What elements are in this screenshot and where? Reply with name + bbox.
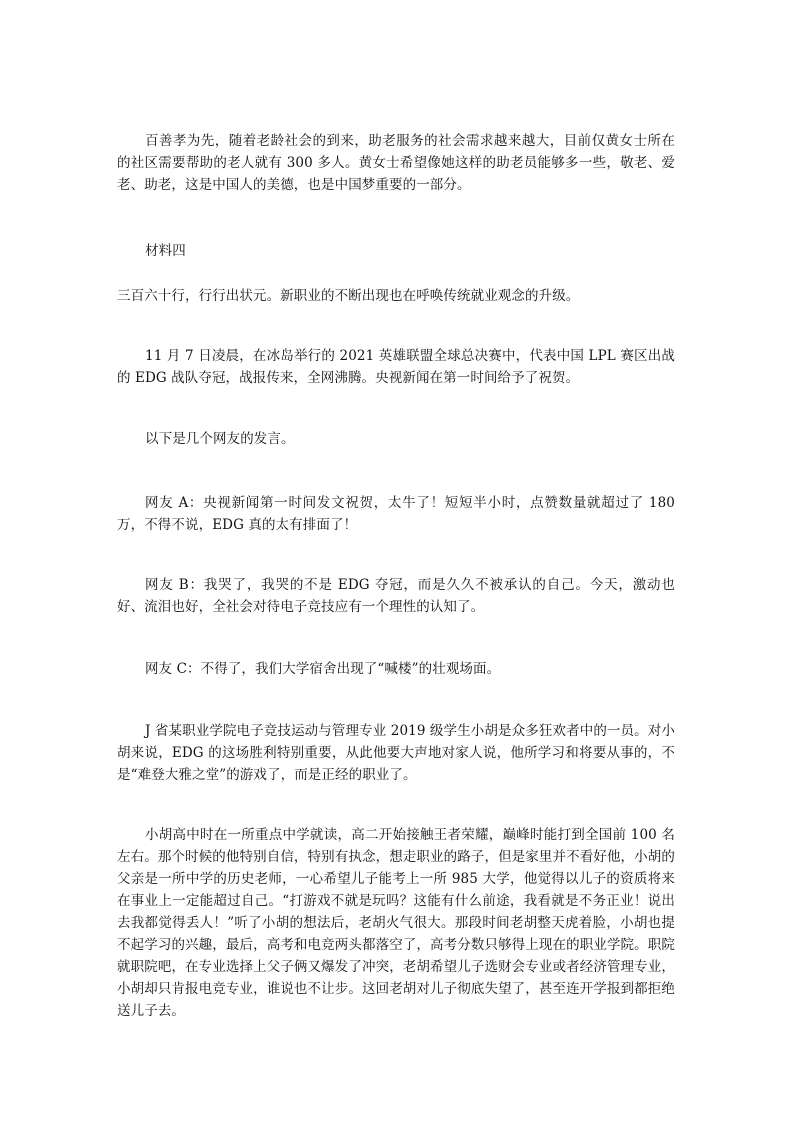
paragraph-elderly-care: 百善孝为先，随着老龄社会的到来，助老服务的社会需求越来越大，目前仅黄女士所在的社区需要帮助的老人就有 300 多人。黄女士希望像她这样的助老员能够多一些，敬老、爱老、助老，这是中国人的美德，也是中国梦重要的一部分。 [117, 133, 675, 193]
paragraph-netizen-c: 网友 C：不得了，我们大学宿舍出现了“喊楼”的壮观场面。 [145, 661, 501, 677]
section-heading-material-four: 材料四 [145, 243, 186, 259]
paragraph-netizen-a: 网友 A：央视新闻第一时间发文祝贺，太牛了！短短半小时，点赞数量就超过了 180 万，不得不说，EDG 真的太有排面了！ [117, 495, 675, 533]
paragraph-netizen-intro: 以下是几个网友的发言。 [145, 431, 295, 447]
paragraph-netizen-b: 网友 B：我哭了，我哭的不是 EDG 夺冠，而是久久不被承认的自己。今天，激动也好、流泪也好，全社会对待电子竞技应有一个理性的认知了。 [117, 577, 675, 615]
paragraph-xiaohu-story: 小胡高中时在一所重点中学就读，高二开始接触王者荣耀，巅峰时能打到全国前 100 名左右。那个时候的他特别自信，特别有执念，想走职业的路子，但是家里并不看好他，小胡的父亲是一所中学的历史老师，一心希望儿子能考上一所 985 大学，他觉得以儿子的资质将来在事业上一定能超过自己。“打游戏不就是玩吗？这能有什么前途，我看就是不务正业！说出去我都觉得丢人！”听了小胡的想法后，老胡火气很大。那段时间老胡整天虎着脸，小胡也提不起学习的兴趣，最后，高考和电竞两头都落空了，高考分数只够得上现在的职业学院。职院就职院吧，在专业选择上父子俩又爆发了冲突，老胡希望儿子选财会专业或者经济管理专业，小胡却只肯报电竞专业，谁说也不让步。这回老胡对儿子彻底失望了，甚至连开学报到都拒绝送儿子去。 [117, 827, 675, 1019]
paragraph-edg-championship: 11 月 7 日凌晨，在冰岛举行的 2021 英雄联盟全球总决赛中，代表中国 LPL 赛区出战的 EDG 战队夺冠，战报传来，全网沸腾。央视新闻在第一时间给予了祝贺。 [117, 348, 675, 386]
paragraph-new-professions: 三百六十行，行行出状元。新职业的不断出现也在呼唤传统就业观念的升级。 [117, 288, 580, 304]
paragraph-xiaohu-student: J 省某职业学院电子竞技运动与管理专业 2019 级学生小胡是众多狂欢者中的一员。对小胡来说，EDG 的这场胜利特别重要，从此他要大声地对家人说，他所学习和将要从事的，不是“难登大雅之堂”的游戏了，而是正经的职业了。 [117, 723, 675, 783]
